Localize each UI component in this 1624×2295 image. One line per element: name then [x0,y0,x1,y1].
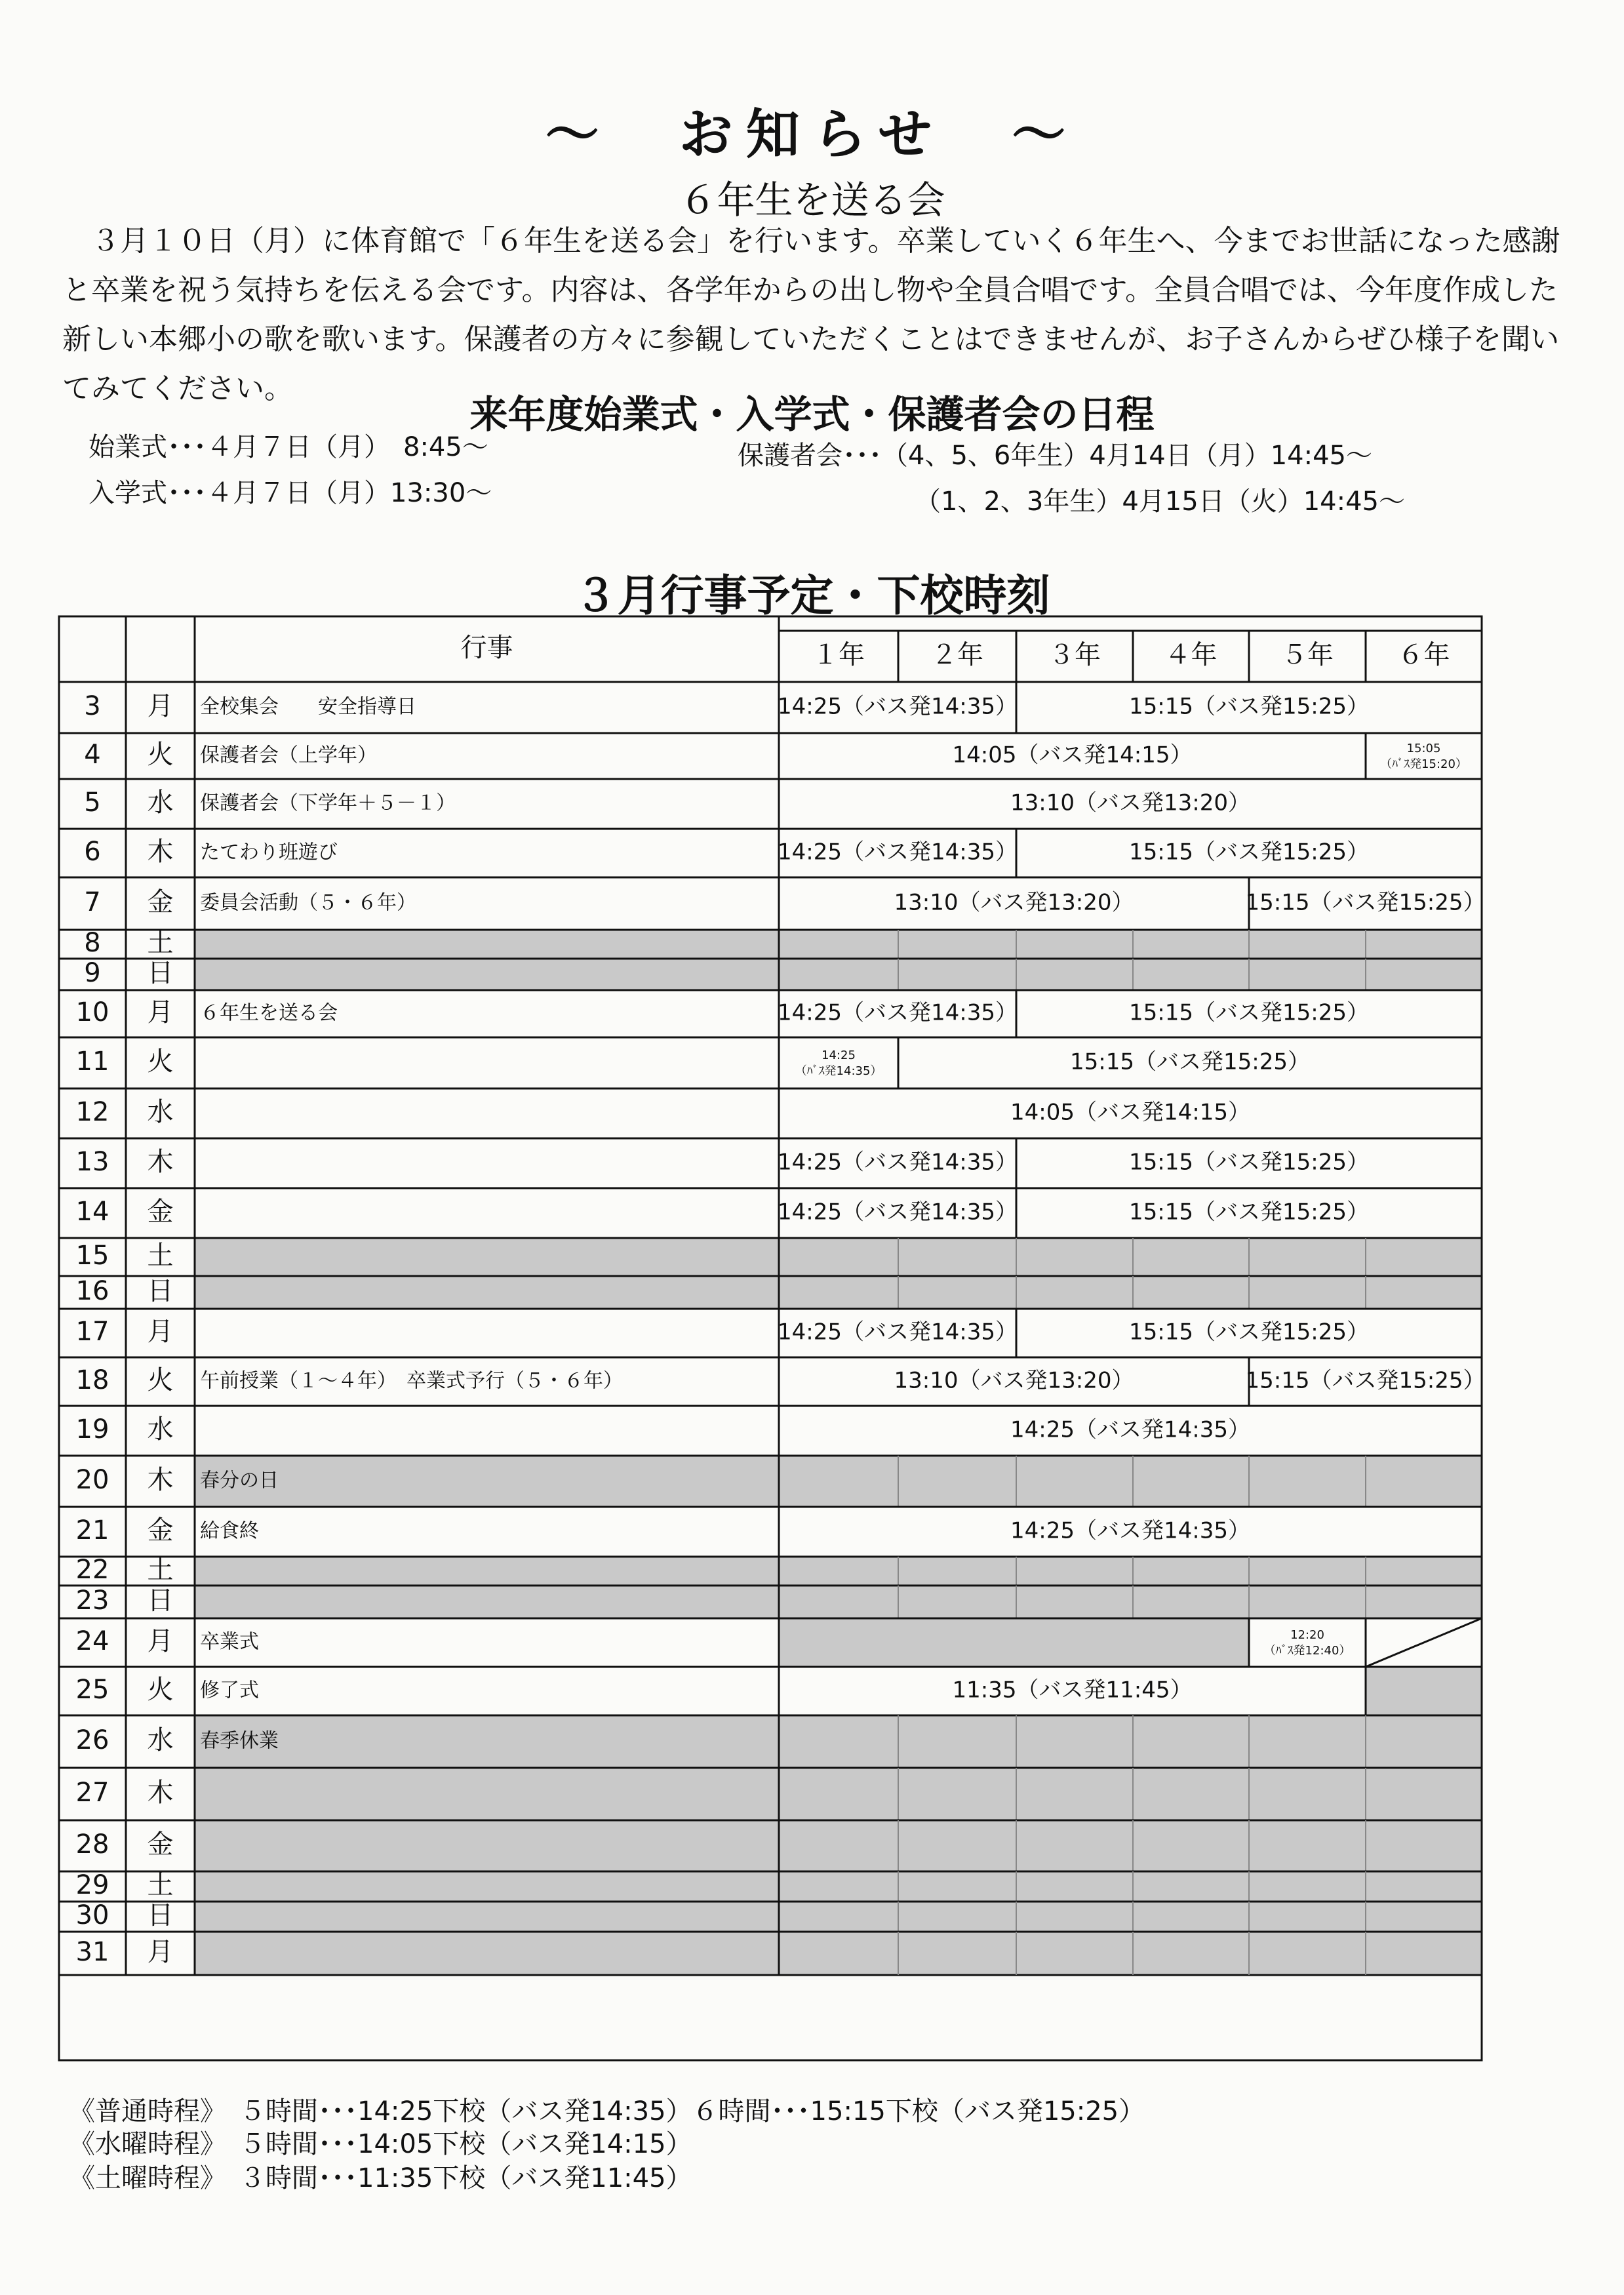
dismissal-time: 15:15（バス発15:25） [1129,1319,1369,1346]
weekday-label: 日 [147,958,174,988]
event-cell [195,1820,779,1871]
section-farewell-heading: ６年生を送る会 [679,178,945,222]
event-cell [195,1667,779,1715]
header-day-cell [59,616,126,682]
weekday-label: 月 [147,1937,174,1967]
grade-cells-holiday [779,1715,1482,1768]
day-number: 28 [75,1829,109,1860]
event-cell [195,1902,779,1932]
dismissal-cell [1249,1618,1366,1667]
day-number: 9 [84,958,101,988]
dismissal-time: 14:25（バス発14:35） [1010,1517,1250,1544]
day-number: 29 [75,1870,109,1900]
dismissal-time: 14:25（バス発14:35） [778,839,1018,866]
dismissal-time: 15:15（バス発15:25） [1245,889,1486,916]
weekday-label: 水 [147,1725,174,1755]
event-cell [195,1618,779,1667]
event-text: 春分の日 [200,1469,279,1492]
weekday-label: 火 [147,1047,174,1077]
dismissal-time: 14:25（バス発14:35） [778,1149,1018,1176]
event-cell [195,1188,779,1238]
event-text: 午前授業（１～４年） 卒業式予行（５・６年） [200,1369,623,1393]
day-number: 17 [75,1317,109,1347]
day-number: 4 [84,740,101,770]
event-cell [195,1507,779,1557]
dismissal-time: 14:25 [822,1048,856,1062]
diagonal-slash [1366,1618,1482,1667]
event-cell [195,1037,779,1088]
parent-meeting-lower-line: （1、2、3年生）4月15日（火）14:45～ [915,487,1405,517]
dismissal-time: 15:15（バス発15:25） [1129,1149,1369,1176]
dismissal-time: 13:10（バス発13:20） [894,889,1134,916]
entrance-schedule-line: 入学式･･･４月７日（月）13:30～ [89,478,492,508]
dismissal-time: 14:25（バス発14:35） [778,693,1018,720]
day-number: 31 [75,1937,109,1967]
dismissal-cell [779,1618,1249,1667]
event-cell [195,959,779,990]
event-cell [195,1406,779,1456]
weekday-label: 水 [147,1414,174,1445]
dismissal-cell [1366,733,1482,779]
dismissal-time: 14:05（バス発14:15） [1010,1099,1250,1126]
weekday-label: 金 [147,1197,174,1227]
event-text: 春季休業 [200,1729,279,1753]
weekday-label: 水 [147,1097,174,1127]
dismissal-time: 12:20 [1290,1628,1324,1642]
dismissal-time: 13:10（バス発13:20） [894,1367,1134,1394]
event-text: 給食終 [200,1519,259,1543]
dismissal-time: 14:25（バス発14:35） [778,1319,1018,1346]
day-number: 19 [75,1414,109,1445]
ceremony-schedule-line: 始業式･･･４月７日（月） 8:45～ [89,432,488,462]
dismissal-time: 15:05 [1406,742,1441,755]
event-text: 保護者会（下学年＋５－１） [200,791,456,815]
dismissal-time: 14:25（バス発14:35） [778,1199,1018,1226]
day-number: 18 [75,1365,109,1395]
dismissal-cell [779,1037,898,1088]
day-number: 12 [75,1097,109,1127]
event-text: 修了式 [200,1679,259,1702]
weekday-label: 木 [147,1147,174,1177]
calendar-heading: ３月行事予定・下校時刻 [574,570,1050,621]
grade-cells-holiday [779,959,1482,990]
dismissal-time: 15:15（バス発15:25） [1129,1199,1369,1226]
event-cell [195,1557,779,1586]
weekday-label: 土 [147,1241,174,1271]
dismissal-cell [1366,1667,1482,1715]
weekday-label: 金 [147,1829,174,1860]
section-farewell-body: ３月１０日（月）に体育館で「６年生を送る会」を行います。卒業していく６年生へ、今までお世話になった感謝と卒業を祝う気持ちを伝える会です。内容は、各学年からの出し物や全員合唱です。全員合唱では、今年度作成した新しい本郷小の歌を歌います。保護者の方々に参観していただくことはできませんが、お子さんからぜひ様子を聞いてみてください。 [62,224,1560,405]
weekday-label: 月 [147,691,174,721]
dismissal-time: 15:15（バス発15:25） [1129,839,1369,866]
weekday-label: 木 [147,1778,174,1808]
day-number: 22 [75,1555,109,1585]
weekday-label: 日 [147,1900,174,1930]
event-cell [195,1238,779,1276]
event-text: 卒業式 [200,1630,259,1654]
header-grade-label-3: ３年 [1048,640,1101,670]
day-number: 3 [84,691,101,721]
weekday-label: 月 [147,1626,174,1656]
weekday-label: 月 [147,997,174,1028]
event-text: 保護者会（上学年） [200,744,377,767]
dismissal-bus-time: （ﾊﾞｽ発14:35） [795,1064,882,1078]
day-number: 24 [75,1626,109,1656]
weekday-label: 火 [147,1675,174,1705]
event-text: ６年生を送る会 [200,1001,338,1025]
day-number: 14 [75,1197,109,1227]
page-title: ～ お知らせ ～ [545,104,1079,166]
parent-meeting-upper-line: 保護者会･･･（4、5、6年生）4月14日（月）14:45～ [738,441,1372,471]
day-number: 6 [84,837,101,867]
grade-cells-holiday [779,1902,1482,1932]
weekday-label: 水 [147,788,174,818]
event-text: 委員会活動（５・６年） [200,891,416,915]
day-number: 26 [75,1725,109,1755]
dismissal-time: 15:15（バス発15:25） [1070,1048,1310,1075]
header-grade-label-4: ４年 [1164,640,1218,670]
event-cell [195,1871,779,1902]
footer-wednesday-schedule: 《水曜時程》 ５時間･･･14:05下校（バス発14:15） [69,2129,692,2159]
event-cell [195,1715,779,1768]
section-schedule-heading: 来年度始業式・入学式・保護者会の日程 [469,392,1155,437]
weekday-label: 木 [147,837,174,867]
event-text: 全校集会 安全指導日 [200,695,416,719]
grade-cells-holiday [779,1276,1482,1309]
event-cell [195,1309,779,1357]
dismissal-bus-time: （ﾊﾞｽ発12:40） [1263,1644,1351,1658]
footer-normal-schedule: 《普通時程》 ５時間･･･14:25下校（バス発14:35）６時間･･･15:15下校（バス発15:25） [69,2096,1145,2126]
day-number: 8 [84,928,101,958]
event-cell [195,1276,779,1309]
grade-cells-holiday [779,1456,1482,1507]
day-number: 20 [75,1465,109,1495]
day-number: 25 [75,1675,109,1705]
weekday-label: 土 [147,1555,174,1585]
weekday-label: 土 [147,1870,174,1900]
event-cell [195,1138,779,1188]
day-number: 16 [75,1276,109,1306]
dismissal-time: 15:15（バス発15:25） [1245,1367,1486,1394]
grade-cells-holiday [779,1932,1482,1975]
grade-cells-holiday [779,930,1482,959]
event-text: たてわり班遊び [200,841,338,864]
dismissal-time: 14:25（バス発14:35） [1010,1416,1250,1443]
dismissal-time: 15:15（バス発15:25） [1129,693,1369,720]
weekday-label: 日 [147,1586,174,1616]
event-cell [195,1586,779,1618]
event-cell [195,1456,779,1507]
weekday-label: 日 [147,1276,174,1306]
dismissal-time: 11:35（バス発11:45） [952,1677,1193,1704]
event-cell [195,1768,779,1820]
grade-cells-holiday [779,1768,1482,1820]
dismissal-time: 14:25（バス発14:35） [778,999,1018,1026]
weekday-label: 土 [147,928,174,958]
grade-cells-holiday [779,1238,1482,1276]
day-number: 10 [75,997,109,1028]
day-number: 30 [75,1900,109,1930]
header-weekday-cell [126,616,195,682]
header-grade-label-2: ２年 [931,640,983,670]
day-number: 11 [75,1047,109,1077]
day-number: 27 [75,1778,109,1808]
day-number: 13 [75,1147,109,1177]
dismissal-time: 15:15（バス発15:25） [1129,999,1369,1026]
grade-cells-holiday [779,1871,1482,1902]
weekday-label: 火 [147,1365,174,1395]
weekday-label: 火 [147,740,174,770]
weekday-label: 木 [147,1465,174,1495]
header-event-label: 行事 [460,633,513,663]
weekday-label: 金 [147,887,174,917]
day-number: 21 [75,1515,109,1546]
grade-cells-holiday [779,1820,1482,1871]
header-grade-label-6: ６年 [1397,640,1450,670]
day-number: 15 [75,1241,109,1271]
day-number: 7 [84,887,101,917]
weekday-label: 金 [147,1515,174,1546]
dismissal-bus-time: （ﾊﾞｽ発15:20） [1380,757,1467,771]
weekday-label: 月 [147,1317,174,1347]
header-grade-label-5: ５年 [1281,640,1334,670]
grade-cells-holiday [779,1557,1482,1586]
footer-saturday-schedule: 《土曜時程》 ３時間･･･11:35下校（バス発11:45） [69,2163,692,2193]
day-number: 5 [84,788,101,818]
day-number: 23 [75,1586,109,1616]
header-grade-label-1: １年 [812,640,865,670]
event-cell [195,930,779,959]
dismissal-time: 13:10（バス発13:20） [1010,789,1250,816]
dismissal-time: 14:05（バス発14:15） [952,742,1193,768]
event-cell [195,1088,779,1138]
event-cell [195,1932,779,1975]
grade-cells-holiday [779,1586,1482,1618]
